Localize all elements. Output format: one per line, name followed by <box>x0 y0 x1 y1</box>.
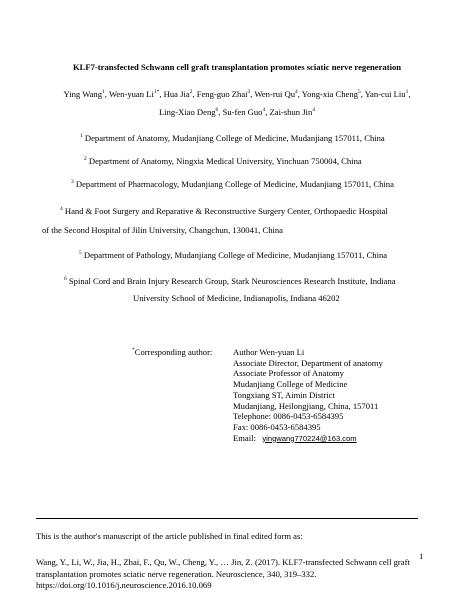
corresponding-city: Mudanjiang, Heilongjiang, China, 157011 <box>233 400 379 411</box>
author: Yong-xia Cheng$^5$, <box>301 89 365 99</box>
author: Su-fen Guo$^4$, <box>222 107 270 117</box>
page-number: 1 <box>419 551 424 561</box>
affiliation-1: $^1$ Department of Anatomy, Mudanjiang College of Medicine, Mudanjiang 157011, China <box>80 133 385 143</box>
author: Wen-rui Qu$^4$, <box>254 89 302 99</box>
corresponding-position: Associate Director, Department of anatomy <box>233 357 383 368</box>
email-label: Email: <box>233 432 256 443</box>
affiliation-4-continued: of the Second Hospital of Jilin University, Changchun, 130041, China <box>42 225 283 235</box>
affiliation-2: $^2$ Department of Anatomy, Ningxia Medical University, Yinchuan 750004, China <box>84 156 362 166</box>
author: Yan-cui Liu$^1$, <box>364 89 411 99</box>
manuscript-note: This is the author's manuscript of the article published in final edited form as: <box>36 531 303 541</box>
corresponding-title: Associate Professor of Anatomy <box>233 368 344 379</box>
author: Hua Jia$^2$, <box>163 89 197 99</box>
affiliation-6: $^6$ Spinal Cord and Brain Injury Research Group, Stark Neurosciences Research Institute, Indiana <box>64 276 396 286</box>
author-list <box>0 89 474 99</box>
email-link[interactable]: yingwang770224@163.com <box>262 433 357 443</box>
author: Ling-Xiao Deng$^6$, <box>158 107 223 117</box>
corresponding-name: Author Wen-yuan Li <box>233 347 305 357</box>
author-list-continued <box>0 107 474 117</box>
affiliation-6-continued: University School of Medicine, Indianapolis, Indiana 46202 <box>133 293 340 303</box>
author: Feng-guo Zhai$^3$, <box>196 89 255 99</box>
author: Wen-yuan $Li^{1*}$, <box>108 89 164 99</box>
affiliation-3: $^3$ Department of Pharmacology, Mudanjiang College of Medicine, Mudanjiang 157011, China <box>71 179 394 189</box>
footnote-divider <box>36 518 418 519</box>
paper-title: KLF7-transfected Schwann cell graft transplantation promotes sciatic nerve regeneration <box>72 62 402 72</box>
corresponding-author-details <box>233 347 383 444</box>
author: Zai-shun Jin$^4$ <box>269 107 315 117</box>
affiliation-5: $^5$ Department of Pathology, Mudanjiang College of Medicine, Mudanjiang 157011, China <box>79 250 388 260</box>
corresponding-email-row <box>233 433 383 445</box>
author: Ying Wang$^1$, <box>63 89 109 99</box>
citation: Wang, Y., Li, W., Jia, H., Zhai, F., Qu, W., Cheng, Y., … Jin, Z. (2017). KLF7-transfected Schwann cell graft transplantation promotes sciatic nerve regeneration. Neuroscience, 340, 319–332. https://doi.org/10.1016/j.neuroscience.2016.10.069 <box>36 557 410 590</box>
affiliation-4: $^4$ Hand & Foot Surgery and Reparative & Reconstructive Surgery Center, Orthopaedic Hospital <box>60 206 388 216</box>
corresponding-author-label: *Corresponding author: <box>132 347 213 357</box>
corresponding-institution: Mudanjiang College of Medicine <box>233 379 348 390</box>
corresponding-fax: Fax: 0086-0453-6584395 <box>233 421 321 432</box>
corresponding-telephone: Telephone: 0086-0453-6584395 <box>233 411 344 422</box>
corresponding-street: Tongxiang ST, Aimin District <box>233 389 335 400</box>
